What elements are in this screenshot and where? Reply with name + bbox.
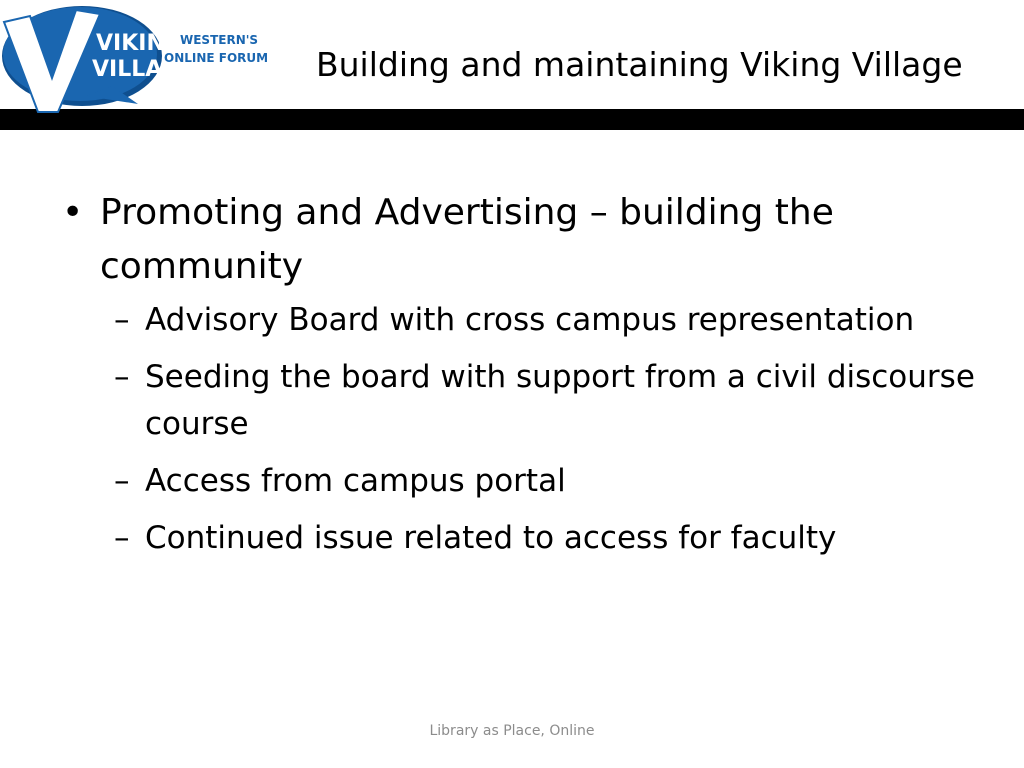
logo-word-1: VIKING bbox=[96, 31, 183, 56]
sub-bullet-text: Seeding the board with support from a civil discourse course bbox=[145, 359, 975, 442]
dash-marker: – bbox=[114, 359, 130, 395]
dash-marker: – bbox=[114, 302, 130, 338]
logo-word-2: VILLAGE bbox=[92, 57, 196, 82]
bullet-item bbox=[62, 186, 982, 294]
logo-tagline-2: ONLINE FORUM bbox=[164, 51, 269, 65]
sub-bullet-text: Access from campus portal bbox=[145, 463, 566, 499]
slide-title: Building and maintaining Viking Village bbox=[316, 45, 963, 84]
dash-marker: – bbox=[114, 520, 130, 556]
slide-footer: Library as Place, Online bbox=[429, 723, 595, 739]
sub-bullet-text: Advisory Board with cross campus representation bbox=[145, 302, 915, 338]
sub-bullet-text: Continued issue related to access for faculty bbox=[145, 520, 837, 556]
sub-bullet-list bbox=[62, 297, 982, 562]
bullet-list bbox=[62, 186, 982, 572]
bullet-text: Promoting and Advertising – building the community bbox=[100, 192, 834, 287]
logo-tagline-1: WESTERN'S bbox=[180, 33, 259, 47]
bullet-marker: • bbox=[62, 192, 84, 233]
sub-bullet-item bbox=[114, 297, 982, 344]
dash-marker: – bbox=[114, 463, 130, 499]
sub-bullet-item bbox=[114, 354, 982, 448]
viking-village-logo bbox=[0, 0, 280, 128]
sub-bullet-item bbox=[114, 515, 982, 562]
sub-bullet-item bbox=[114, 458, 982, 505]
